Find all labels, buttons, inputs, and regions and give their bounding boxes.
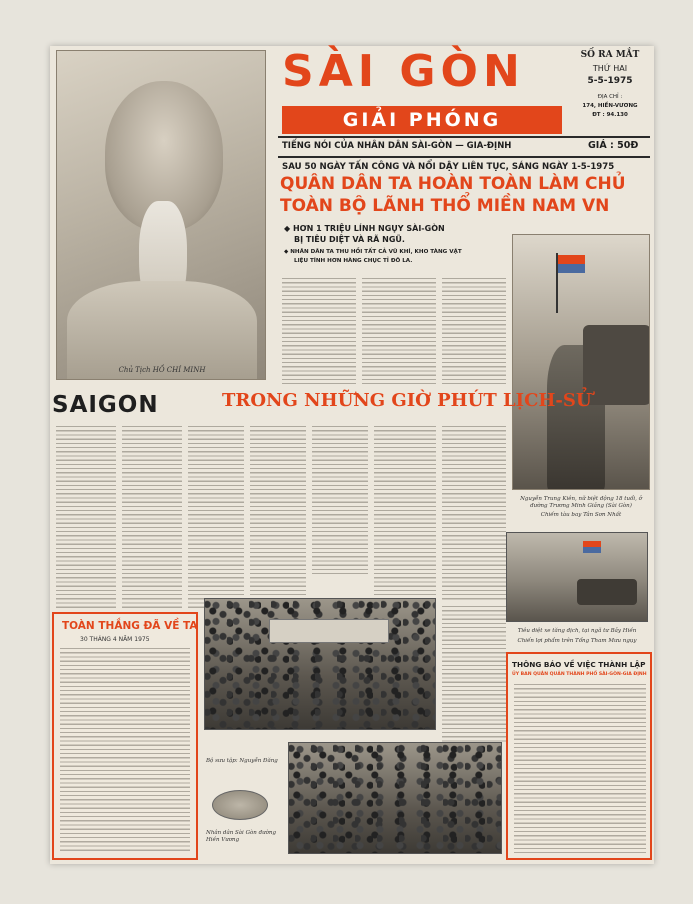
box-announcement-title: THÔNG BÁO VỀ VIỆC THÀNH LẬP xyxy=(512,660,646,669)
crowd-photo-bottom xyxy=(288,742,502,854)
lead-text-col-2 xyxy=(362,278,436,384)
lead-bullet-2b: LIỆU TÍNH HƠN HÀNG CHỤC TỈ ĐÔ LA. xyxy=(294,258,413,264)
newspaper-sheet xyxy=(50,46,654,864)
box-announcement-subtitle: ỦY BAN QUÂN QUẢN THÀNH PHỐ SÀI-GÒN-GIA ĐỊNH xyxy=(512,672,647,677)
lead-bullet-2a: ◆ NHÂN DÂN TA THU HỒI TẤT CẢ VŨ KHÍ, KHO TÀNG VẬT xyxy=(284,249,462,255)
tagline: TIẾNG NÓI CỦA NHÂN DÂN SÀI-GÒN — GIA-ĐỊNH xyxy=(282,141,512,151)
lead-headline-2: TOÀN BỘ LÃNH THỔ MIỀN NAM VN xyxy=(280,196,610,216)
soldier-photo xyxy=(512,234,650,490)
body-col-3 xyxy=(188,426,244,608)
lead-kicker: SAU 50 NGÀY TẤN CÔNG VÀ NỔI DẬY LIÊN TỤC, SÁNG NGÀY 1-5-1975 xyxy=(282,162,615,172)
body-col-5 xyxy=(312,426,368,576)
box-victory-text xyxy=(60,648,190,852)
body-col-2 xyxy=(122,426,182,608)
box-victory xyxy=(52,612,198,860)
tank-silhouette xyxy=(583,325,650,405)
soldier-caption: Nguyễn Trung Kiên, nữ biệt động 18 tuổi, ở đường Trương Minh Giảng (Sài Gòn) xyxy=(520,496,642,509)
section-label-saigon: SAIGON xyxy=(52,392,159,418)
tagline-rule xyxy=(278,156,650,158)
box-victory-subtitle: 30 THÁNG 4 NĂM 1975 xyxy=(80,636,150,643)
lead-headline-1: QUÂN DÂN TA HOÀN TOÀN LÀM CHỦ xyxy=(280,174,626,194)
crowd-photo-top xyxy=(204,598,436,730)
tank-flag-icon xyxy=(583,541,601,553)
issue-weekday: THỨ HAI xyxy=(592,64,628,73)
price: GIÁ : 50Đ xyxy=(588,140,639,151)
soldier-caption-2: Chiếm tàu bay Tân Sơn Nhất xyxy=(540,512,622,518)
masthead-title: SÀI GÒN xyxy=(282,46,525,97)
box-announcement xyxy=(506,652,652,860)
box-announcement-text xyxy=(514,684,646,854)
portrait-photo xyxy=(56,50,266,380)
bottom-caption: Nhân dân Sài Gòn đường Hiền Vương xyxy=(206,830,277,843)
tank-body xyxy=(577,579,637,605)
body-col-6 xyxy=(374,426,436,600)
body-col-4 xyxy=(250,426,306,608)
section-label-history: TRONG NHỮNG GIỜ PHÚT LỊCH-SỬ xyxy=(222,390,592,411)
tank-caption: Tiêu diệt xe tăng địch, tại ngã tư Bảy Hiền xyxy=(517,628,637,634)
bottom-caption-2: Bộ sưu tập: Nguyễn Đăng xyxy=(206,758,278,764)
emblem-icon xyxy=(212,790,268,820)
address-label: ĐỊA CHỈ : xyxy=(597,94,623,100)
masthead-subtitle: GIẢI PHÓNG xyxy=(282,106,562,134)
body-col-1 xyxy=(56,426,116,608)
tank-caption-2: Chiến lợi phẩm trên Tổng Tham Mưu ngụy xyxy=(517,638,637,644)
tank-photo xyxy=(506,532,648,622)
body-col-7 xyxy=(442,426,506,600)
lead-bullet-1b: BỊ TIÊU DIỆT VÀ RÃ NGŨ. xyxy=(294,235,405,244)
lead-text-col-1 xyxy=(282,278,356,384)
lead-text-col-3 xyxy=(442,278,506,384)
box-victory-title: TOÀN THẮNG ĐÃ VỀ TA xyxy=(62,620,198,632)
masthead-rule xyxy=(278,136,650,138)
lead-bullet-1a: ◆ HƠN 1 TRIỆU LÍNH NGỤY SÀI-GÒN xyxy=(284,224,445,233)
flag-icon xyxy=(557,255,585,273)
issue-date: 5-5-1975 xyxy=(587,76,633,86)
address: 174, HIỀN-VƯƠNG xyxy=(582,103,638,109)
phone: ĐT : 94.130 xyxy=(592,112,628,118)
portrait-caption: Chủ Tịch HỒ CHÍ MINH xyxy=(118,366,206,374)
issue-label: SỐ RA MẮT xyxy=(580,50,640,60)
banner xyxy=(269,619,389,643)
body-col-8 xyxy=(442,606,506,742)
flag-pole xyxy=(556,253,558,313)
